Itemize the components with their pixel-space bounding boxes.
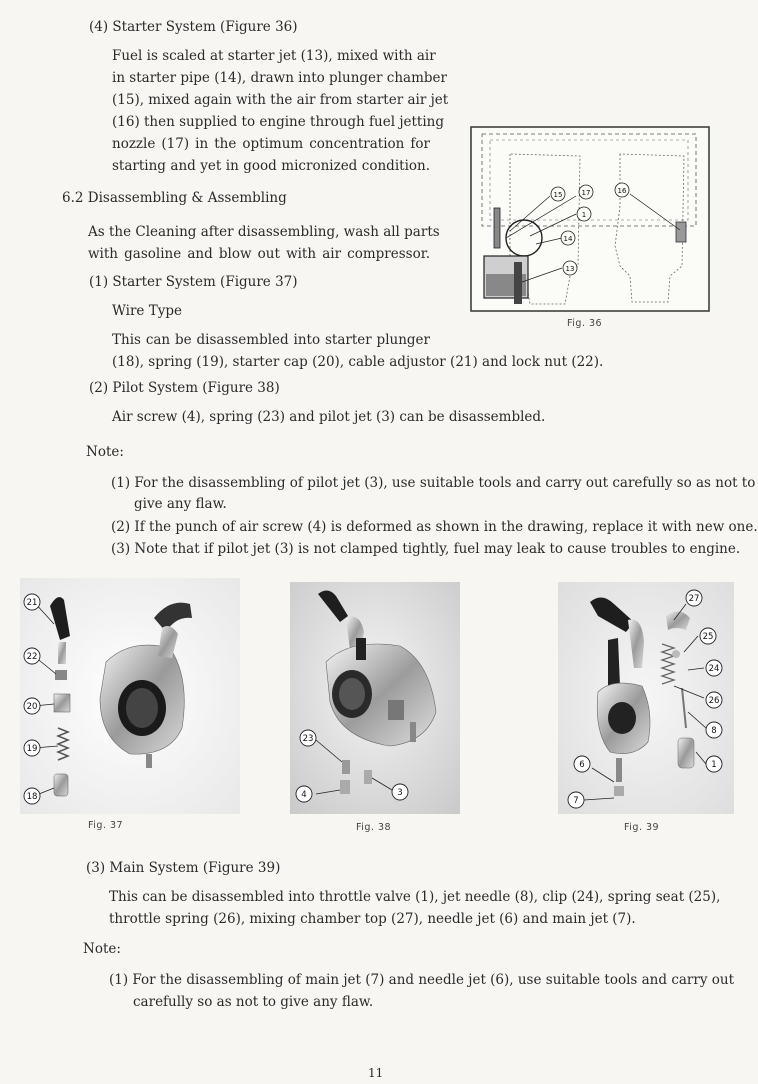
starter-system-paragraph bbox=[112, 45, 449, 177]
text-line: starting and yet in good micronized condition. bbox=[112, 158, 430, 174]
fig-36-label: 16 bbox=[617, 187, 627, 195]
fig-36-label: 15 bbox=[553, 191, 563, 199]
fig-39-label: 1 bbox=[711, 760, 717, 770]
fig-39-caption: Fig. 39 bbox=[624, 822, 660, 833]
text-line: As the Cleaning after disassembling, wash all parts bbox=[88, 224, 440, 240]
fig-39-label: 8 bbox=[711, 726, 717, 736]
fig-39-label: 27 bbox=[688, 594, 700, 604]
text-line: Fuel is scaled at starter jet (13), mixed with air bbox=[112, 48, 436, 64]
fig-38-label: 4 bbox=[301, 790, 307, 800]
fig-38-label: 3 bbox=[397, 788, 403, 798]
wire-type-label: Wire Type bbox=[112, 303, 182, 319]
fig-36-diagram bbox=[470, 126, 710, 312]
starter-system-heading: (4) Starter System (Figure 36) bbox=[89, 19, 298, 35]
fig-37-photo bbox=[20, 578, 240, 814]
fig-39-label: 25 bbox=[702, 632, 714, 642]
fig-38-label: 23 bbox=[302, 734, 314, 744]
fig-39-photo bbox=[558, 582, 734, 814]
fig-38-photo bbox=[290, 582, 460, 814]
note-item-2: (2) If the punch of air screw (4) is deformed as shown in the drawing, replace it with new one. bbox=[111, 519, 758, 535]
page-number: 11 bbox=[368, 1066, 384, 1080]
fig-37-caption: Fig. 37 bbox=[88, 820, 124, 831]
note-item-1: (1) For the disassembling of main jet (7) and needle jet (6), use suitable tools and carry out bbox=[109, 972, 734, 988]
fig-37-label: 22 bbox=[26, 652, 38, 662]
note-item-3: (3) Note that if pilot jet (3) is not clamped tightly, fuel may leak to cause troubles to engine. bbox=[111, 541, 741, 557]
text-line: (16) then supplied to engine through fuel jetting bbox=[112, 114, 445, 130]
note-label: Note: bbox=[86, 444, 124, 460]
fig-36-label: 1 bbox=[581, 211, 587, 219]
fig-38-caption: Fig. 38 bbox=[356, 822, 392, 833]
fig-36-label: 17 bbox=[581, 189, 591, 197]
text-line: (15), mixed again with the air from starter air jet bbox=[112, 92, 449, 108]
fig-39-label: 6 bbox=[579, 760, 585, 770]
note-item-1-cont: give any flaw. bbox=[134, 496, 227, 512]
pilot-disassembly-text: Air screw (4), spring (23) and pilot jet (3) can be disassembled. bbox=[112, 409, 546, 425]
starter-disassembly-heading: (1) Starter System (Figure 37) bbox=[89, 274, 298, 290]
text-line: (18), spring (19), starter cap (20), cable adjustor (21) and lock nut (22). bbox=[112, 354, 604, 370]
fig-39-label: 7 bbox=[573, 796, 579, 806]
fig-36-label: 13 bbox=[565, 265, 575, 273]
text-line: with gasoline and blow out with air compressor. bbox=[88, 246, 430, 262]
fig-39-label: 24 bbox=[708, 664, 720, 674]
fig-36-caption: Fig. 36 bbox=[567, 318, 603, 329]
fig-37-label: 21 bbox=[26, 598, 38, 608]
cleaning-paragraph bbox=[88, 221, 440, 265]
pilot-disassembly-heading: (2) Pilot System (Figure 38) bbox=[89, 380, 280, 396]
text-line: This can be disassembled into throttle valve (1), jet needle (8), clip (24), spring seat (25), bbox=[109, 889, 721, 905]
note-label: Note: bbox=[83, 941, 121, 957]
note-item-1: (1) For the disassembling of pilot jet (3), use suitable tools and carry out carefully so as not to bbox=[111, 475, 756, 491]
fig-37-label: 18 bbox=[26, 792, 38, 802]
main-system-heading: (3) Main System (Figure 39) bbox=[86, 860, 281, 876]
section-6-2-heading: 6.2 Disassembling & Assembling bbox=[62, 190, 287, 206]
text-line: This can be disassembled into starter plunger bbox=[112, 332, 430, 348]
note-item-1-cont: carefully so as not to give any flaw. bbox=[133, 994, 374, 1010]
fig-37-label: 20 bbox=[26, 702, 38, 712]
text-line: nozzle (17) in the optimum concentration for bbox=[112, 136, 430, 152]
fig-39-label: 26 bbox=[708, 696, 720, 706]
text-line: throttle spring (26), mixing chamber top (27), needle jet (6) and main jet (7). bbox=[109, 911, 636, 927]
fig-36-label: 14 bbox=[563, 235, 573, 243]
fig-37-label: 19 bbox=[26, 744, 38, 754]
text-line: in starter pipe (14), drawn into plunger chamber bbox=[112, 70, 447, 86]
